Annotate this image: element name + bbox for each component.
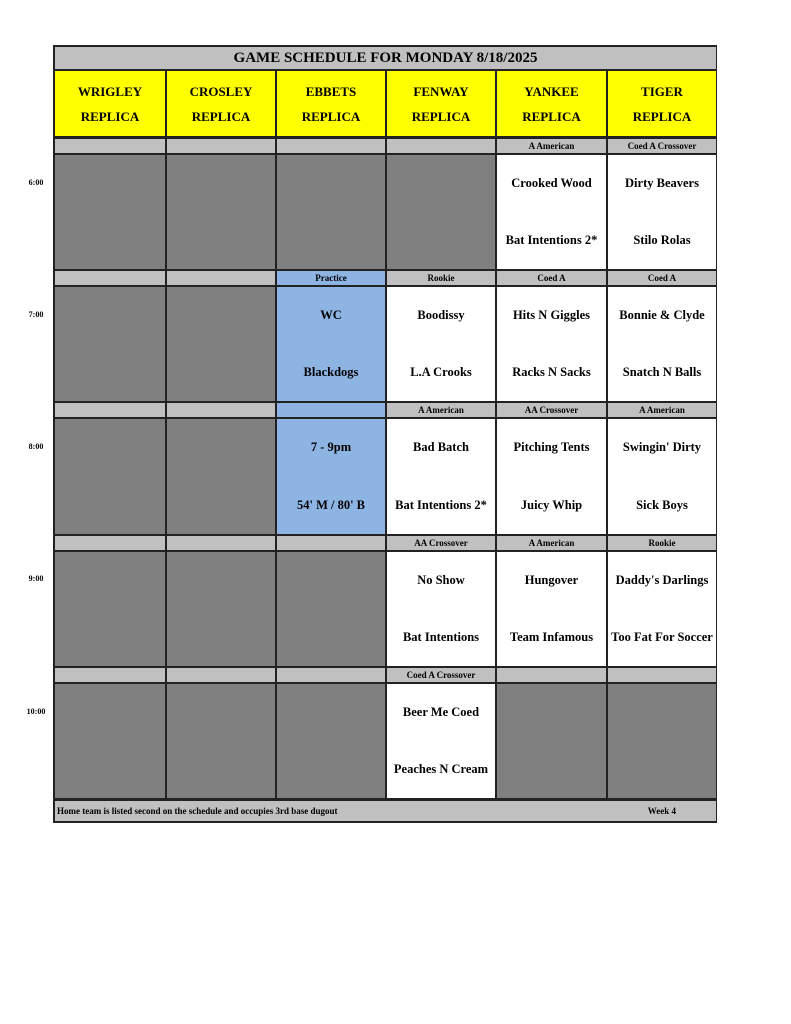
empty-slot [55, 155, 165, 269]
field-subtitle: REPLICA [411, 108, 471, 124]
home-team: Blackdogs [303, 365, 359, 379]
division-label [167, 403, 275, 417]
away-team: Swingin' Dirty [622, 440, 702, 454]
division-label [55, 139, 165, 153]
away-team: Daddy's Darlings [615, 573, 709, 587]
home-team: Peaches N Cream [393, 762, 489, 776]
division-label: A American [608, 403, 716, 417]
field-subtitle: REPLICA [191, 108, 251, 124]
schedule-table [53, 45, 717, 823]
division-label: Rookie [387, 271, 495, 285]
division-label: AA Crossover [497, 403, 606, 417]
field-header [608, 71, 716, 136]
field-name: CROSLEY [189, 83, 253, 99]
empty-slot [387, 155, 495, 269]
home-team: 54' M / 80' B [296, 498, 366, 512]
division-label [55, 536, 165, 550]
division-label: Coed A Crossover [387, 668, 495, 682]
away-team: Bad Batch [413, 440, 469, 454]
empty-slot [277, 155, 385, 269]
game-slot [608, 287, 716, 401]
division-label [277, 139, 385, 153]
field-header [55, 71, 165, 136]
field-name: EBBETS [305, 83, 357, 99]
practice-slot [277, 287, 385, 401]
game-slot [608, 552, 716, 666]
field-subtitle: REPLICA [522, 108, 581, 124]
home-team: Stilo Rolas [633, 233, 691, 247]
division-label: A American [387, 403, 495, 417]
away-team: Hungover [524, 573, 579, 587]
game-slot [387, 684, 495, 798]
field-name: YANKEE [524, 83, 579, 99]
division-label: Practice [277, 271, 385, 285]
division-label: AA Crossover [387, 536, 495, 550]
division-label [167, 271, 275, 285]
away-team: WC [320, 308, 342, 322]
division-label [55, 668, 165, 682]
away-team: Crooked Wood [511, 176, 592, 190]
game-slot [497, 155, 606, 269]
empty-slot [55, 287, 165, 401]
page-title: GAME SCHEDULE FOR MONDAY 8/18/2025 [55, 47, 716, 69]
home-team: Too Fat For Soccer [611, 630, 713, 644]
home-team: Bat Intentions 2* [505, 233, 598, 247]
time-label: 9:00 [28, 574, 44, 583]
game-slot [497, 419, 606, 534]
division-label [167, 668, 275, 682]
time-label: 6:00 [28, 178, 44, 187]
home-team: L.A Crooks [410, 365, 472, 379]
empty-slot [167, 287, 275, 401]
game-slot [497, 287, 606, 401]
home-team: Racks N Sacks [512, 365, 591, 379]
empty-slot [55, 552, 165, 666]
division-label [497, 668, 606, 682]
division-label [277, 403, 385, 417]
away-team: Boodissy [417, 308, 465, 322]
home-team: Bat Intentions 2* [395, 498, 487, 512]
field-name: FENWAY [413, 83, 469, 99]
empty-slot [277, 552, 385, 666]
away-team: 7 - 9pm [310, 440, 352, 454]
division-label [277, 668, 385, 682]
field-header [497, 71, 606, 136]
home-team: Juicy Whip [520, 498, 583, 512]
time-label: 10:00 [26, 707, 46, 716]
division-label: Rookie [608, 536, 716, 550]
away-team: Dirty Beavers [625, 176, 699, 190]
game-slot [387, 552, 495, 666]
game-slot [608, 419, 716, 534]
time-label: 8:00 [28, 442, 44, 451]
empty-slot [167, 419, 275, 534]
empty-slot [167, 684, 275, 798]
footer-bar [55, 801, 716, 821]
practice-slot [277, 419, 385, 534]
field-header [277, 71, 385, 136]
division-label [277, 536, 385, 550]
division-label [55, 271, 165, 285]
field-header [387, 71, 495, 136]
empty-slot [608, 684, 716, 798]
empty-slot [277, 684, 385, 798]
game-slot [387, 419, 495, 534]
division-label [167, 139, 275, 153]
division-label [608, 668, 716, 682]
away-team: No Show [417, 573, 465, 587]
time-label: 7:00 [28, 310, 44, 319]
away-team: Bonnie & Clyde [619, 308, 705, 322]
division-label: Coed A [497, 271, 606, 285]
week-label: Week 4 [647, 806, 676, 816]
field-header [167, 71, 275, 136]
home-team: Snatch N Balls [622, 365, 702, 379]
empty-slot [497, 684, 606, 798]
empty-slot [55, 419, 165, 534]
footer-note: Home team is listed second on the schedule and occupies 3rd base dugout [57, 806, 338, 816]
field-name: TIGER [641, 83, 683, 99]
division-label: Coed A Crossover [608, 139, 716, 153]
field-name: WRIGLEY [77, 83, 143, 99]
away-team: Beer Me Coed [402, 705, 480, 719]
division-label: A American [497, 536, 606, 550]
division-label: A American [497, 139, 606, 153]
division-label: Coed A [608, 271, 716, 285]
division-label [167, 536, 275, 550]
empty-slot [167, 552, 275, 666]
division-label [387, 139, 495, 153]
empty-slot [55, 684, 165, 798]
field-subtitle: REPLICA [632, 108, 692, 124]
away-team: Hits N Giggles [512, 308, 591, 322]
field-subtitle: REPLICA [80, 108, 140, 124]
division-label [55, 403, 165, 417]
empty-slot [167, 155, 275, 269]
game-slot [497, 552, 606, 666]
home-team: Sick Boys [636, 498, 688, 512]
game-slot [387, 287, 495, 401]
home-team: Team Infamous [509, 630, 594, 644]
away-team: Pitching Tents [513, 440, 590, 454]
game-slot [608, 155, 716, 269]
field-subtitle: REPLICA [301, 108, 361, 124]
home-team: Bat Intentions [402, 630, 480, 644]
